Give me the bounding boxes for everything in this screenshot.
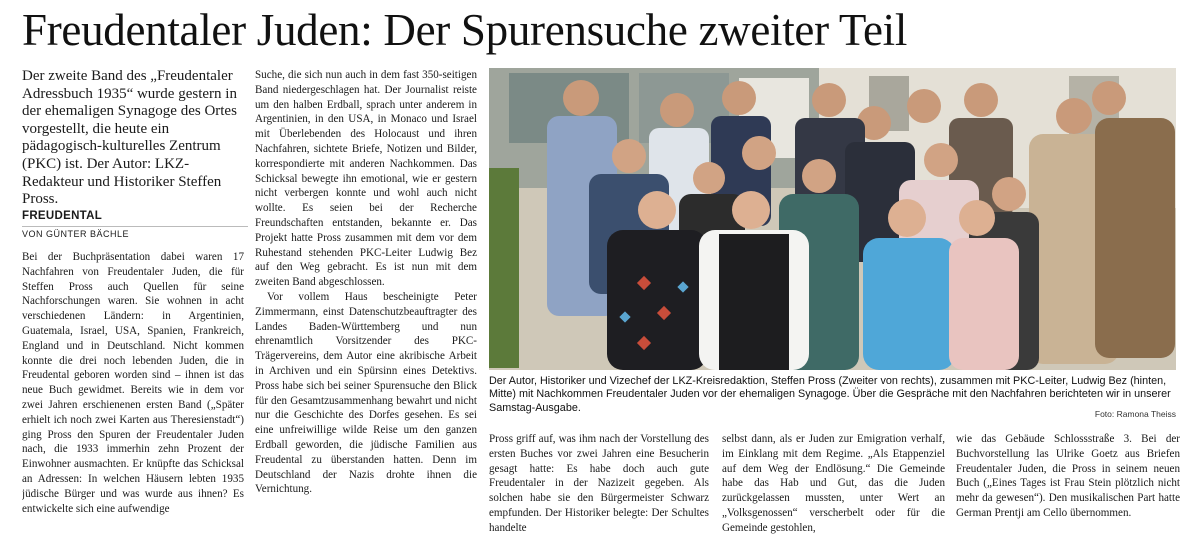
- text-column-5: [956, 432, 1180, 552]
- text-column-3: [489, 432, 709, 552]
- group-photo: [489, 68, 1176, 370]
- text-column-4: [722, 432, 945, 552]
- lead-paragraph: Der zweite Band des „Freudentaler Adressbuch 1935“ wurde gestern in der ehemaligen Synagoge des Ortes vorgestellt, die heute ein pädagogisch-kulturelles Zentrum (PKC) ist. Der Autor: LKZ-Redakteur und Historiker Steffen Pross.: [22, 68, 237, 208]
- author-byline: VON GÜNTER BÄCHLE: [22, 226, 248, 240]
- photo-caption: Der Autor, Historiker und Vizechef der LKZ-Kreisredaktion, Steffen Pross (Zweiter von rechts), zusammen mit PKC-Leiter, Ludwig Bez (hinten, Mitte) mit Nachkommen Freudentaler Juden vor der ehemaligen Synagoge. Über die Gespräche mit den Nachfahren berichteten wir in unserer Samstag-Ausgabe.: [489, 375, 1171, 414]
- paragraph: Vor vollem Haus bescheinigte Peter Zimmermann, einst Datenschutzbeauftragter des Landes Baden-Württemberg und nun ehrenamtlich Vorsitzender des PKC-Trägervereins, dem Autor eine akribische Arbeit in Archiven und ein Spürsinn eines Detektivs. Pross habe sich bei seiner Spurensuche den Blick für den Gesamtzusammenhang bewahrt und nicht nur die Geschichte des Dorfes gesehen. Es sei eine unfreiwillige wilde Reise um den ganzen Erdball geworden, die jüdische Familien aus Freudental zu überstanden hatten. Denn im Deutschland der Nazis drohte ihnen die Vernichtung.: [255, 290, 477, 496]
- group-photo-illustration: [489, 68, 1176, 370]
- paragraph: Suche, die sich nun auch in dem fast 350-seitigen Band niedergeschlagen hat. Der Journalist reiste um den halben Erdball, sprach unter anderem in Argentinien, in den USA, in Monaco und Israel mit Überlebenden des Holocaust und ihren Nachfahren, sichtete Briefe, Notizen und Bilder, korrespondierte mit anderen Nachkommen. Das Schicksal bewegte ihn emotional, wie er gestern nicht verbergen konnte und wohl auch nicht wollte. Es seien bei der Recherche Freundschaften entstanden, bekannte er. Das Projekt hatte Pross zusammen mit dem vor dem Ruhestand stehenden PKC-Leiter Ludwig Bez auf den Weg gebracht. Es ist nun mit dem zweiten Band abgeschlossen.: [255, 69, 477, 289]
- dateline: FREUDENTAL: [22, 210, 103, 222]
- headline: Freudentaler Juden: Der Spurensuche zweiter Teil: [22, 5, 908, 55]
- paragraph: Pross griff auf, was ihm nach der Vorstellung des ersten Buches vor zwei Jahren eine Besucherin gesagt hatte: Es habe doch auch gute Freudentaler in der Nazizeit gegeben. Als solchen habe sie den Bürgermeister Schwarz empfunden. Der Historiker belegte: Der Schultes handelte: [489, 433, 709, 534]
- photo-credit: Foto: Ramona Theiss: [1094, 409, 1176, 419]
- paragraph: selbst dann, als er Juden zur Emigration verhalf, im Einklang mit dem Regime. „Als Etappenziel auf dem Weg der Endlösung.“ Die Gemeinde habe das Hab und Gut, das die Juden zurückgelassen mussten, unter Wert an „Volksgenossen“ verscherbelt oder für die Gemeinde gestohlen,: [722, 433, 945, 534]
- text-column-2: [255, 68, 477, 550]
- text-column-1: [22, 250, 244, 550]
- paragraph: wie das Gebäude Schlossstraße 3. Bei der Buchvorstellung las Ulrike Goetz aus Briefen Freudentaler Juden, die Pross in seinem neuen Buch („Eines Tages ist Frau Stein plötzlich nicht mehr da gewesen“). Den musikalischen Part hatte German Prentji am Cello übernommen.: [956, 433, 1180, 519]
- paragraph: Bei der Buchpräsentation dabei waren 17 Nachfahren von Freudentaler Juden, die für Steffen Pross auch Quellen für seine Nachforschungen waren. Sie wohnen in acht verschiedenen Ländern: in Argentinien, Guatemala, Israel, USA, Spanien, Frankreich, England und in Deutschland. Nicht kommen konnte die drei noch lebenden Juden, die in Freudental geboren worden sind – ihnen ist das neue Buch gewidmet. Bereits wie in dem vor zwei Jahren erschienenen ersten Band („Später erhielt ich noch zwei Karten aus Theresienstadt“) ging Pross den Spuren der Freudentaler Juden nach, die 1933 immerhin zehn Prozent der Einwohner ausmachten. Er knüpfte das Schicksal an Adressen: In welchen Häusern lebten 1935 jüdische Bürger und was wurde aus ihnen? Es entwickelte sich eine aufwendige: [22, 251, 244, 515]
